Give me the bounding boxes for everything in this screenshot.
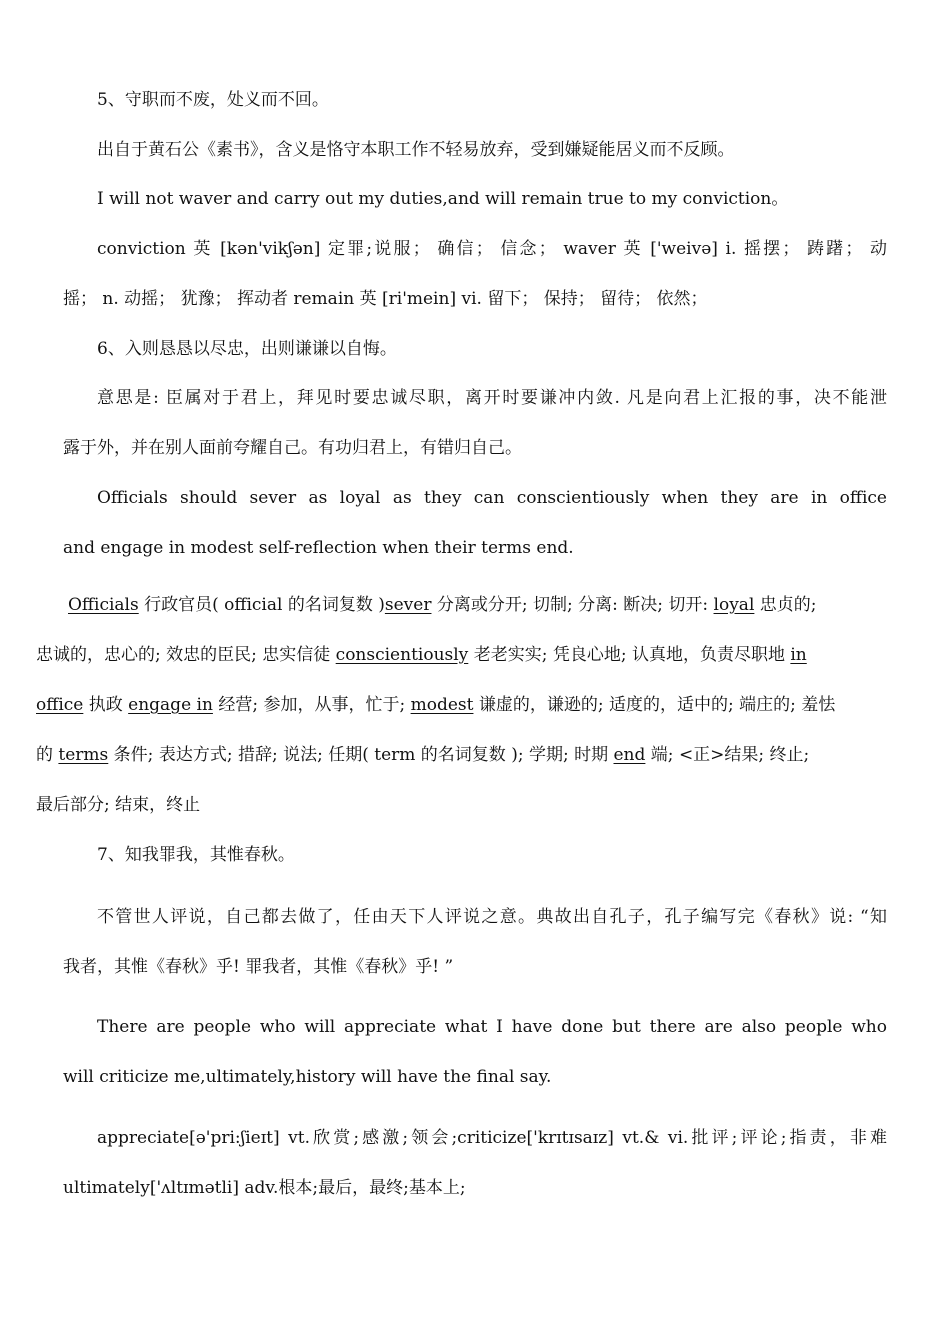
- section-5-translation: I will not waver and carry out my duties,and will remain true to my conviction。: [97, 189, 789, 209]
- section-5-explanation: 出自于黄石公《素书》，含义是恪守本职工作不轻易放弃，受到嫌疑能居义而不反顾。: [97, 140, 735, 160]
- section-7-translation-line-2: will criticize me,ultimately,history will have the final say.: [63, 1067, 552, 1087]
- section-6-heading: 6、入则恳恳以尽忠，出则谦谦以自悔。: [97, 339, 397, 359]
- section-5-vocab-line-1: conviction 英 [kən'vikʃən] 定罪;说服； 确信； 信念； waver 英 ['weivə] i. 摇摆； 踌躇； 动: [97, 239, 887, 259]
- gloss-def-terms: 条件; 表达方式; 措辞; 说法; 任期( term 的名词复数 ); 学期; 时期: [108, 745, 614, 765]
- gloss-word-terms: terms: [58, 745, 109, 765]
- section-6-explanation-line-1: 意思是: 臣属对于君上，拜见时要忠诚尽职，离开时要谦冲内敛. 凡是向君上汇报的事，决不能泄: [97, 388, 887, 408]
- gloss-def-loyal-2: 忠诚的，忠心的; 效忠的臣民; 忠实信徒: [36, 645, 336, 665]
- gloss-word-office: office: [36, 695, 84, 715]
- gloss-word-modest: modest: [410, 695, 474, 715]
- gloss-def-loyal-1: 忠贞的;: [754, 595, 817, 615]
- gloss-word-loyal: loyal: [713, 595, 755, 615]
- gloss-line-4: [36, 743, 809, 767]
- gloss-def-modest-2: 的: [36, 745, 59, 765]
- gloss-def-engage-in: 经营; 参加，从事，忙于;: [212, 695, 411, 715]
- gloss-word-in: in: [790, 645, 807, 665]
- section-5-vocab-line-2: 摇； n. 动摇； 犹豫； 挥动者 remain 英 [ri'mein] vi. 留下； 保持； 留待； 依然；: [63, 289, 708, 309]
- section-6-translation-line-2: and engage in modest self-reflection when their terms end.: [63, 538, 574, 558]
- section-7-explanation-line-1: 不管世人评说，自己都去做了，任由天下人评说之意。典故出自孔子，孔子编写完《春秋》说: “知: [97, 907, 887, 927]
- gloss-def-conscientiously: 老老实实; 凭良心地; 认真地，负责尽职地: [468, 645, 791, 665]
- gloss-def-sever: 分离或分开; 切制; 分离: 断决; 切开:: [431, 595, 714, 615]
- gloss-line-5: 最后部分; 结束，终止: [36, 795, 201, 815]
- gloss-line-3: [36, 693, 835, 717]
- gloss-def-office: 执政: [83, 695, 129, 715]
- section-7-heading: 7、知我罪我，其惟春秋。: [97, 845, 295, 865]
- section-7-explanation-line-2: 我者，其惟《春秋》乎! 罪我者，其惟《春秋》乎! ”: [63, 957, 454, 977]
- gloss-def-end-1: 端; <正>结果; 终止;: [645, 745, 810, 765]
- section-7-vocab-line-1: appreciate[ə'pri:ʃieɪt] vt.欣赏;感激;领会;criticize['krɪtɪsaɪz] vt.& vi.批评;评论;指责，非难: [97, 1128, 887, 1148]
- gloss-word-end: end: [613, 745, 646, 765]
- gloss-line-1: [68, 593, 817, 617]
- section-6-explanation-line-2: 露于外，并在别人面前夸耀自己。有功归君上，有错归自己。: [63, 438, 522, 458]
- gloss-line-2: [36, 643, 807, 667]
- section-5-heading: 5、守职而不废，处义而不回。: [97, 90, 329, 110]
- section-6-translation-line-1: Officials should sever as loyal as they can conscientiously when they are in office: [97, 488, 887, 508]
- gloss-word-officials: Officials: [68, 595, 139, 615]
- gloss-def-modest-1: 谦虚的，谦逊的; 适度的，适中的; 端庄的; 羞怯: [473, 695, 836, 715]
- gloss-word-sever: sever: [384, 595, 432, 615]
- section-7-translation-line-1: There are people who will appreciate what I have done but there are also people who: [97, 1017, 887, 1037]
- gloss-word-conscientiously: conscientiously: [335, 645, 469, 665]
- gloss-word-engage-in: engage in: [128, 695, 213, 715]
- gloss-def-officials: 行政官员( official 的名词复数 ): [138, 595, 385, 615]
- section-7-vocab-line-2: ultimately['ʌltɪmətli] adv.根本;最后，最终;基本上;: [63, 1178, 466, 1198]
